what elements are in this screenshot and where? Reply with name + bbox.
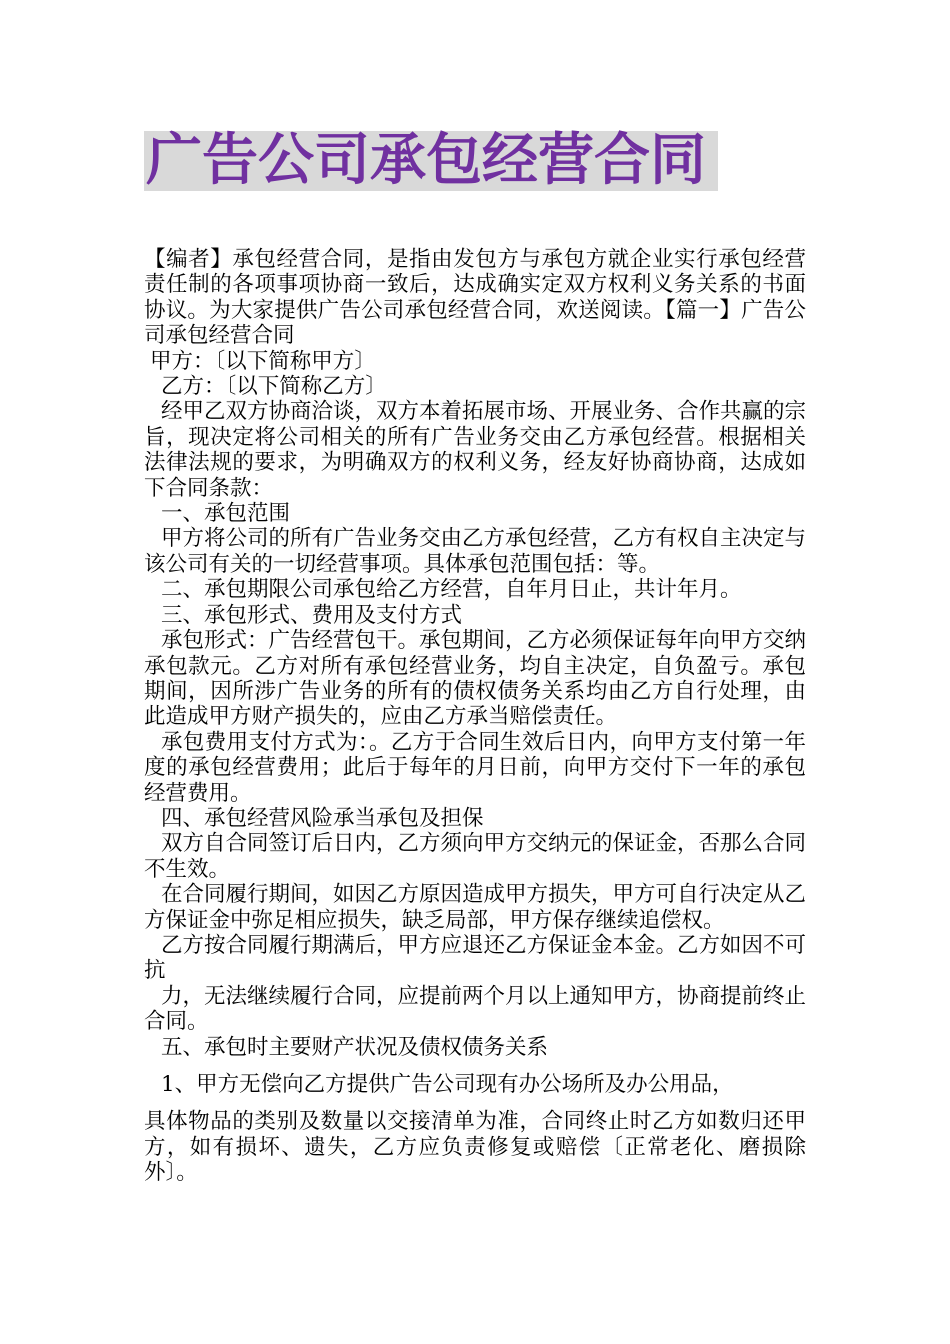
paragraph-force-majeure: 力，无法继续履行合同，应提前两个月以上通知甲方，协商提前终止合同。 [144,983,807,1035]
document-title: 广告公司承包经营合同 [146,128,706,193]
paragraph-intro: 【编者】承包经营合同，是指由发包方与承包方就企业实行承包经营责任制的各项事项协商一致后，达成确实定双方权利义务关系的书面协议。为大家提供广告公司承包经营合同，欢送阅读。【篇一】广告公司承包经营合同 [144,247,806,349]
paragraph-compensation: 在合同履行期间，如因乙方原因造成甲方损失，甲方可自行决定从乙方保证金中弥足相应损失，缺乏局部，甲方保存继续追偿权。 [144,882,807,933]
paragraph-form: 承包形式：广告经营包干。承包期间，乙方必须保证每年向甲方交纳承包款元。乙方对所有承包经营业务，均自主决定，自负盈亏。承包期间，因所涉广告业务的所有的债权债务关系均由乙方自行处理，由此造成甲方财产损失的，应由乙方承当赔偿责任。 [144,628,807,730]
paragraph-party-b: 乙方：〔以下简称乙方〕 [161,374,387,400]
section-heading-scope: 一、承包范围 [161,501,291,527]
section-heading-assets: 五、承包时主要财产状况及债权债务关系 [161,1034,549,1060]
section-heading-term: 二、承包期限公司承包给乙方经营，自年月日止，共计年月。 [161,577,742,603]
paragraph-items-return: 具体物品的类别及数量以交接清单为准，合同终止时乙方如数归还甲方，如有损坏、遗失，乙方应负责修复或赔偿〔正常老化、磨损除外〕。 [144,1109,806,1186]
section-heading-form-fee: 三、承包形式、费用及支付方式 [161,602,463,628]
paragraph-party-a: 甲方：〔以下简称甲方〕 [150,348,376,374]
paragraph-deposit: 双方自合同签订后日内，乙方须向甲方交纳元的保证金，否那么合同不生效。 [144,831,807,882]
list-item-office: 1、甲方无偿向乙方提供广告公司现有办公场所及办公用品， [161,1072,734,1097]
section-heading-risk: 四、承包经营风险承当承包及担保 [161,805,484,831]
document-body [144,247,806,1186]
paragraph-preamble: 经甲乙双方协商洽谈，双方本着拓展市场、开展业务、合作共赢的宗旨，现决定将公司相关的所有广告业务交由乙方承包经营。根据相关法律法规的要求，为明确双方的权利义务，经友好协商协商，达成如下合同条款： [144,399,807,501]
paragraph-refund: 乙方按合同履行期满后，甲方应退还乙方保证金本金。乙方如因不可抗 [144,932,807,984]
paragraph-payment: 承包费用支付方式为：。乙方于合同生效后日内，向甲方支付第一年度的承包经营费用；此后于每年的月日前，向甲方交付下一年的承包经营费用。 [144,729,806,806]
paragraph-scope: 甲方将公司的所有广告业务交由乙方承包经营，乙方有权自主决定与该公司有关的一切经营事项。具体承包范围包括：等。 [144,526,807,577]
